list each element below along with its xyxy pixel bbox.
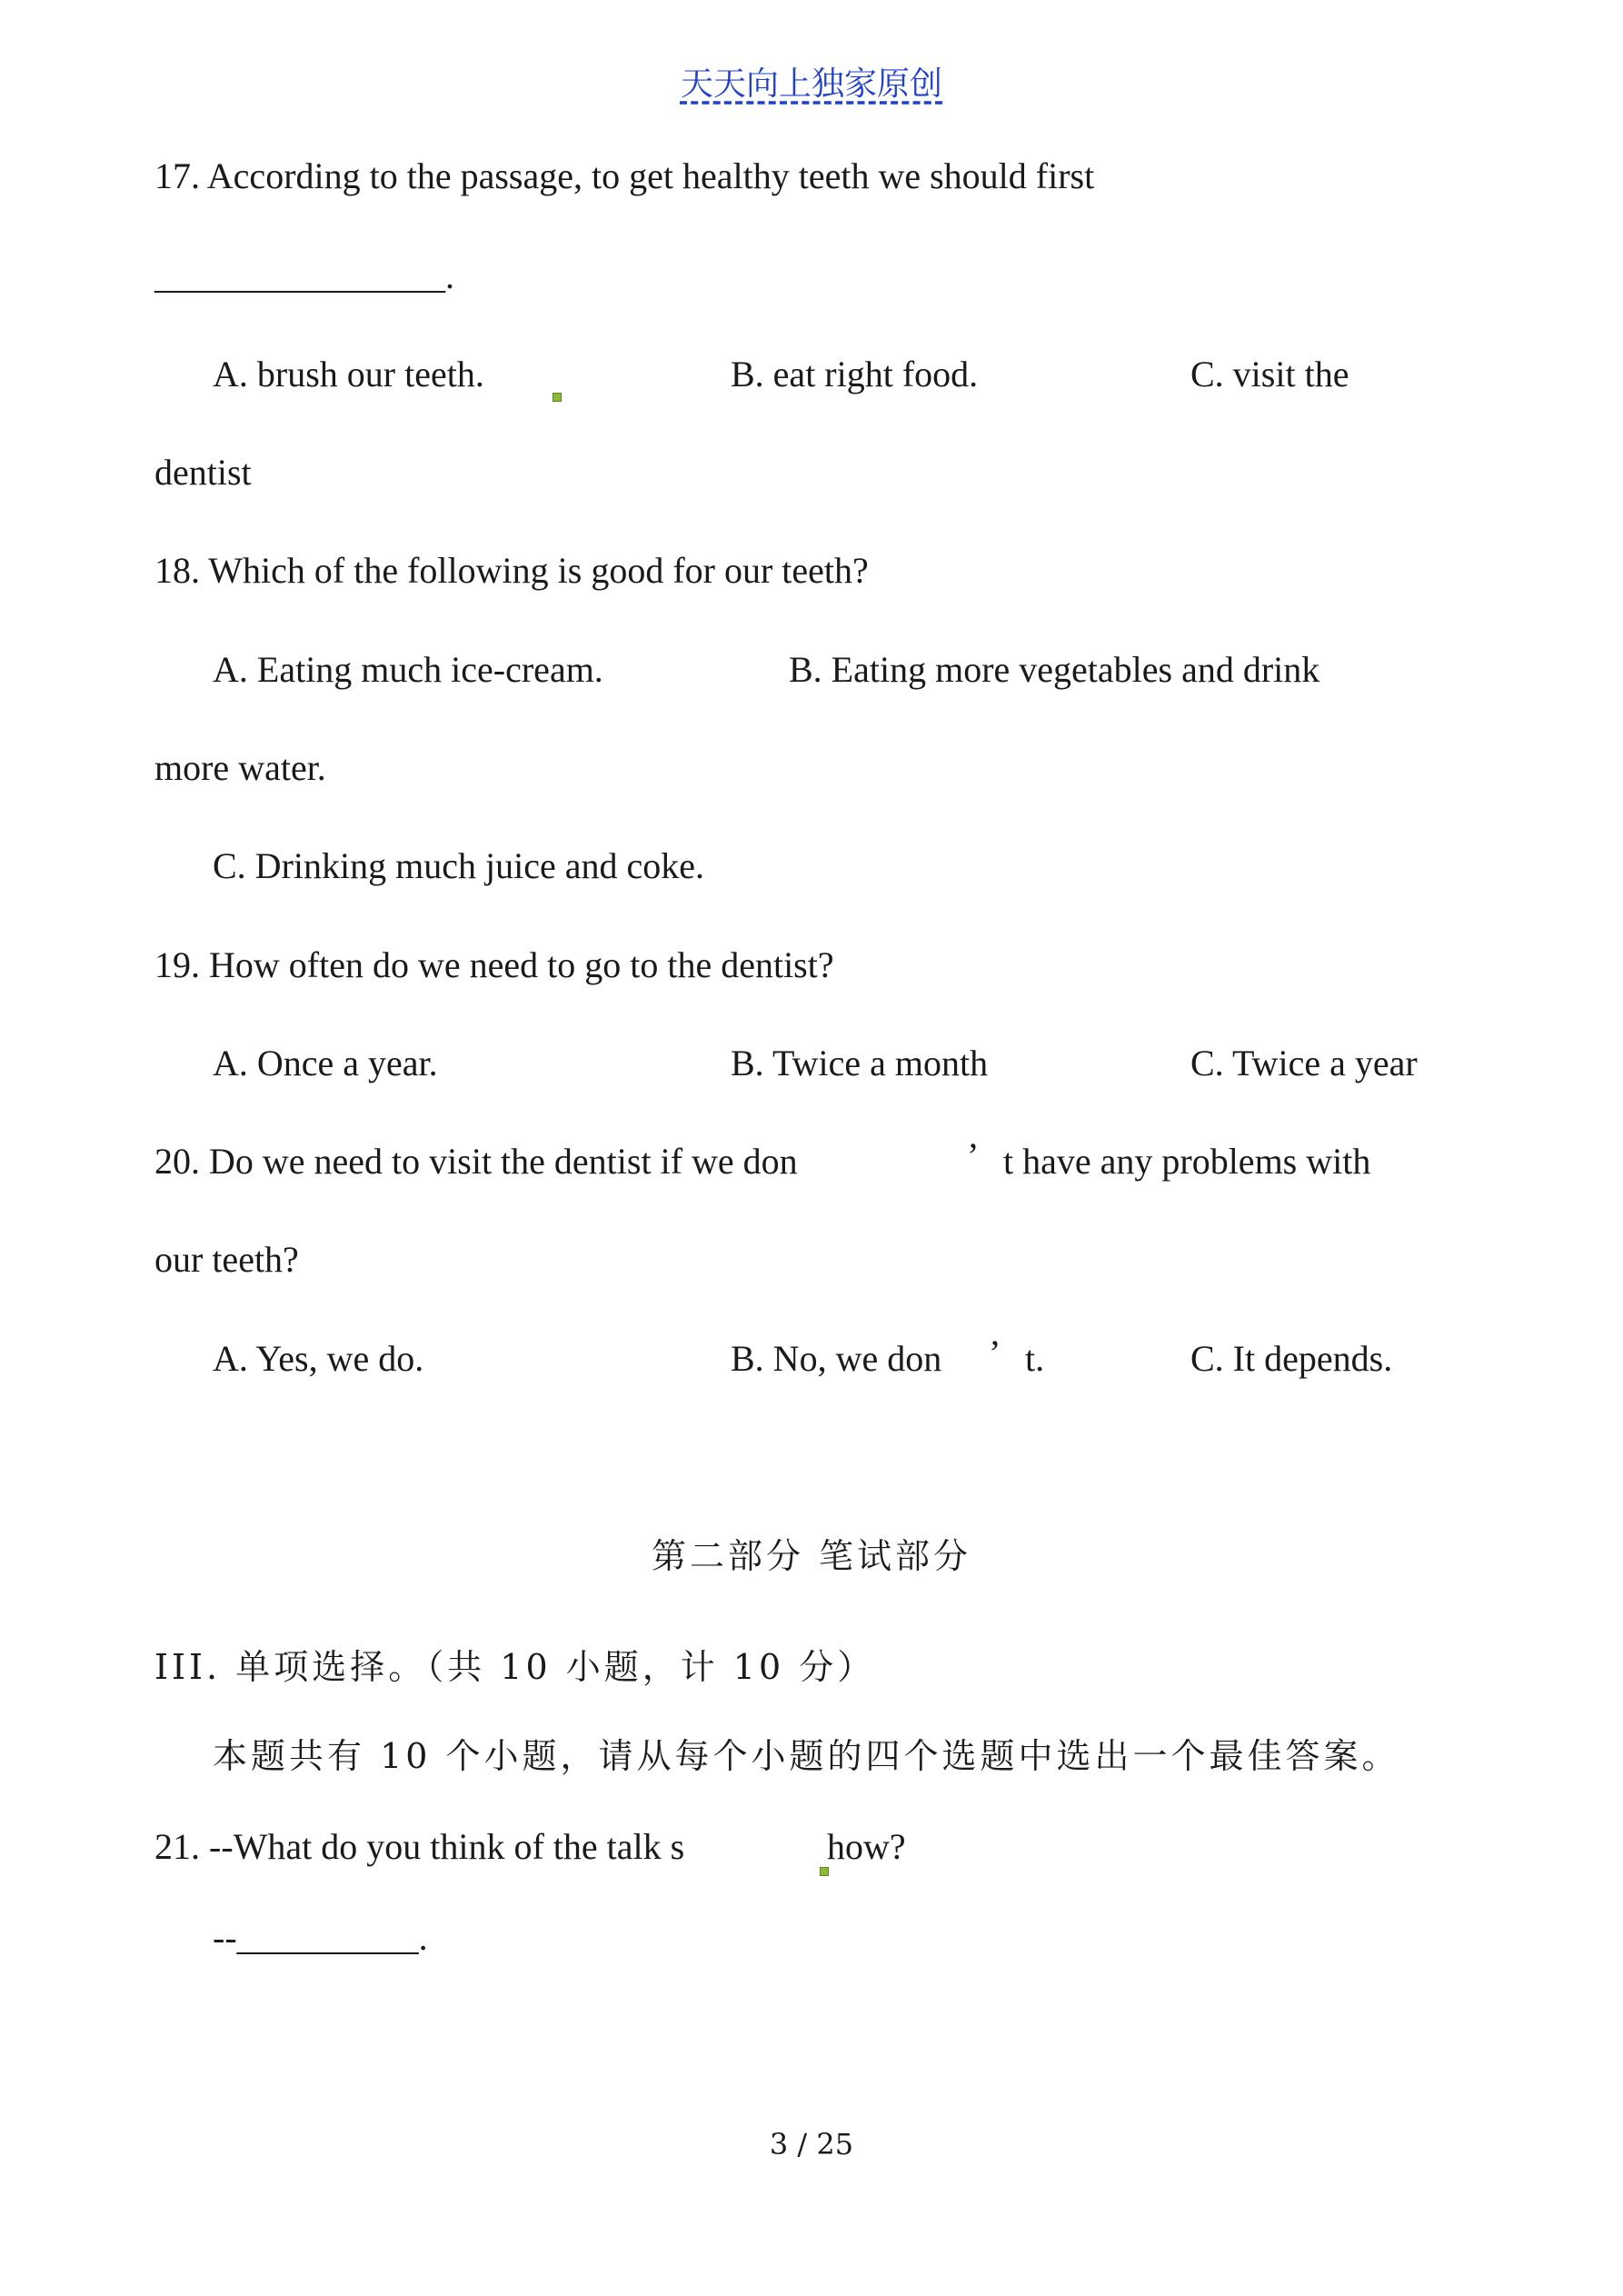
q20-stem-part2: t have any problems with (1003, 1141, 1371, 1182)
q18-option-b: B. Eating more vegetables and drink (789, 649, 1320, 690)
q18-option-b-cont: more water. (154, 747, 326, 788)
q21-stem-part1: 21. --What do you think of the talk s (154, 1826, 685, 1867)
q19-option-b: B. Twice a month (731, 1043, 989, 1083)
q17-option-c-cont: dentist (154, 452, 252, 493)
q21-answer-line: --__________. (213, 1917, 428, 1958)
q20-option-b-part1: B. No, we don (731, 1338, 942, 1379)
q18-option-c: C. Drinking much juice and coke. (213, 845, 704, 886)
section-title: 第二部分 笔试部分 (651, 1536, 972, 1576)
header-title: 天天向上独家原创 (680, 65, 942, 103)
part3-heading: III. 单项选择。（共 10 小题，计 10 分） (154, 1647, 876, 1687)
q20-option-b-apostrophe: ’ (989, 1333, 1001, 1373)
q17-blank: ________________. (154, 255, 454, 296)
page-number: 3 / 25 (769, 2127, 854, 2161)
q18-stem: 18. Which of the following is good for our teeth? (154, 550, 869, 591)
mark-dot (820, 1867, 829, 1876)
q19-option-a: A. Once a year. (213, 1043, 438, 1083)
part3-instruction: 本题共有 10 个小题，请从每个小题的四个选题中选出一个最佳答案。 (213, 1736, 1400, 1776)
page-header (0, 64, 1623, 105)
q17-stem: 17. According to the passage, to get healthy teeth we should first (154, 155, 1095, 196)
q18-option-a: A. Eating much ice-cream. (213, 649, 603, 690)
q20-stem-part1: 20. Do we need to visit the dentist if we don (154, 1141, 798, 1182)
q17-option-a: A. brush our teeth. (213, 354, 484, 394)
q20-option-a: A. Yes, we do. (213, 1338, 424, 1379)
q20-option-c: C. It depends. (1190, 1338, 1393, 1379)
q19-option-c: C. Twice a year (1190, 1043, 1418, 1083)
q21-stem-part2: how? (827, 1826, 906, 1867)
q17-option-b: B. eat right food. (731, 354, 979, 394)
q20-stem-cont: our teeth? (154, 1239, 299, 1280)
q19-stem: 19. How often do we need to go to the dentist? (154, 944, 834, 985)
q17-option-c: C. visit the (1190, 354, 1349, 394)
q20-option-b-part2: t. (1025, 1338, 1045, 1379)
mark-dot (553, 393, 562, 402)
q20-apostrophe: ’ (967, 1135, 980, 1176)
